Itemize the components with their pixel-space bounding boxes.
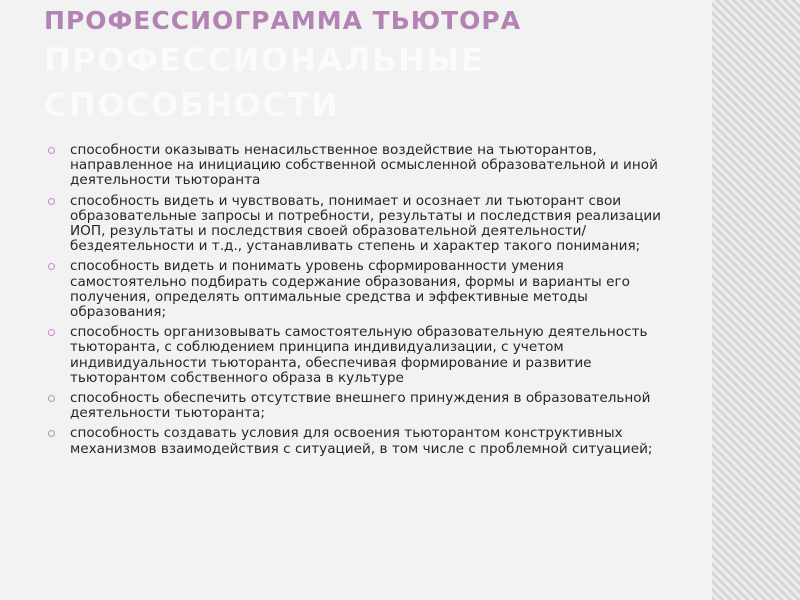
slide-title: ПРОФЕССИОГРАММА ТЬЮТОРА bbox=[44, 6, 522, 35]
bullet-icon bbox=[48, 263, 55, 270]
list-item-text: способность видеть и понимать уровень сформированности умения самостоятельно подбирать содержание образования, формы и варианты его получения, определять оптимальные средства и эффективные методы образования; bbox=[70, 258, 630, 321]
bullet-icon bbox=[48, 395, 55, 402]
list-item-text: способность обеспечить отсутствие внешнего принуждения в образовательной деятельности тьюторанта; bbox=[70, 390, 651, 422]
slide-subtitle: ПРОФЕССИОНАЛЬНЫЕ СПОСОБНОСТИ bbox=[44, 41, 485, 124]
bullet-icon bbox=[48, 329, 55, 336]
bullet-list bbox=[46, 143, 666, 462]
bullet-icon bbox=[48, 147, 55, 154]
list-item bbox=[46, 391, 666, 421]
list-item-text: способность организовывать самостоятельную образовательную деятельность тьюторанта, с соблюдением принципа индивидуализации, с учетом индивидуальности тьюторанта, обеспечивая формирование и развитие тьюторантом собственного образа в культуре bbox=[70, 324, 648, 386]
list-item bbox=[46, 426, 666, 456]
list-item-text: способность создавать условия для освоения тьюторантом конструктивных механизмов взаимодействия с ситуацией, в том числе с проблемной ситуацией; bbox=[70, 425, 653, 457]
bullet-icon bbox=[48, 198, 55, 205]
decorative-stripe-panel bbox=[712, 0, 800, 600]
list-item bbox=[46, 194, 666, 255]
list-item bbox=[46, 325, 666, 386]
list-item bbox=[46, 143, 666, 189]
bullet-icon bbox=[48, 430, 55, 437]
list-item-text: способности оказывать ненасильственное воздействие на тьюторантов, направленное на инициацию собственной осмысленной образовательной и иной деятельности тьюторанта bbox=[70, 142, 658, 189]
list-item bbox=[46, 259, 666, 320]
list-item-text: способность видеть и чувствовать, понимает и осознает ли тьюторант свои образовательные запросы и потребности, результаты и последствия реализации ИОП, результаты и последствия своей образовательной деятельности/бездеятельности и т.д., устанавливать степень и характер такого понимания; bbox=[70, 192, 662, 255]
